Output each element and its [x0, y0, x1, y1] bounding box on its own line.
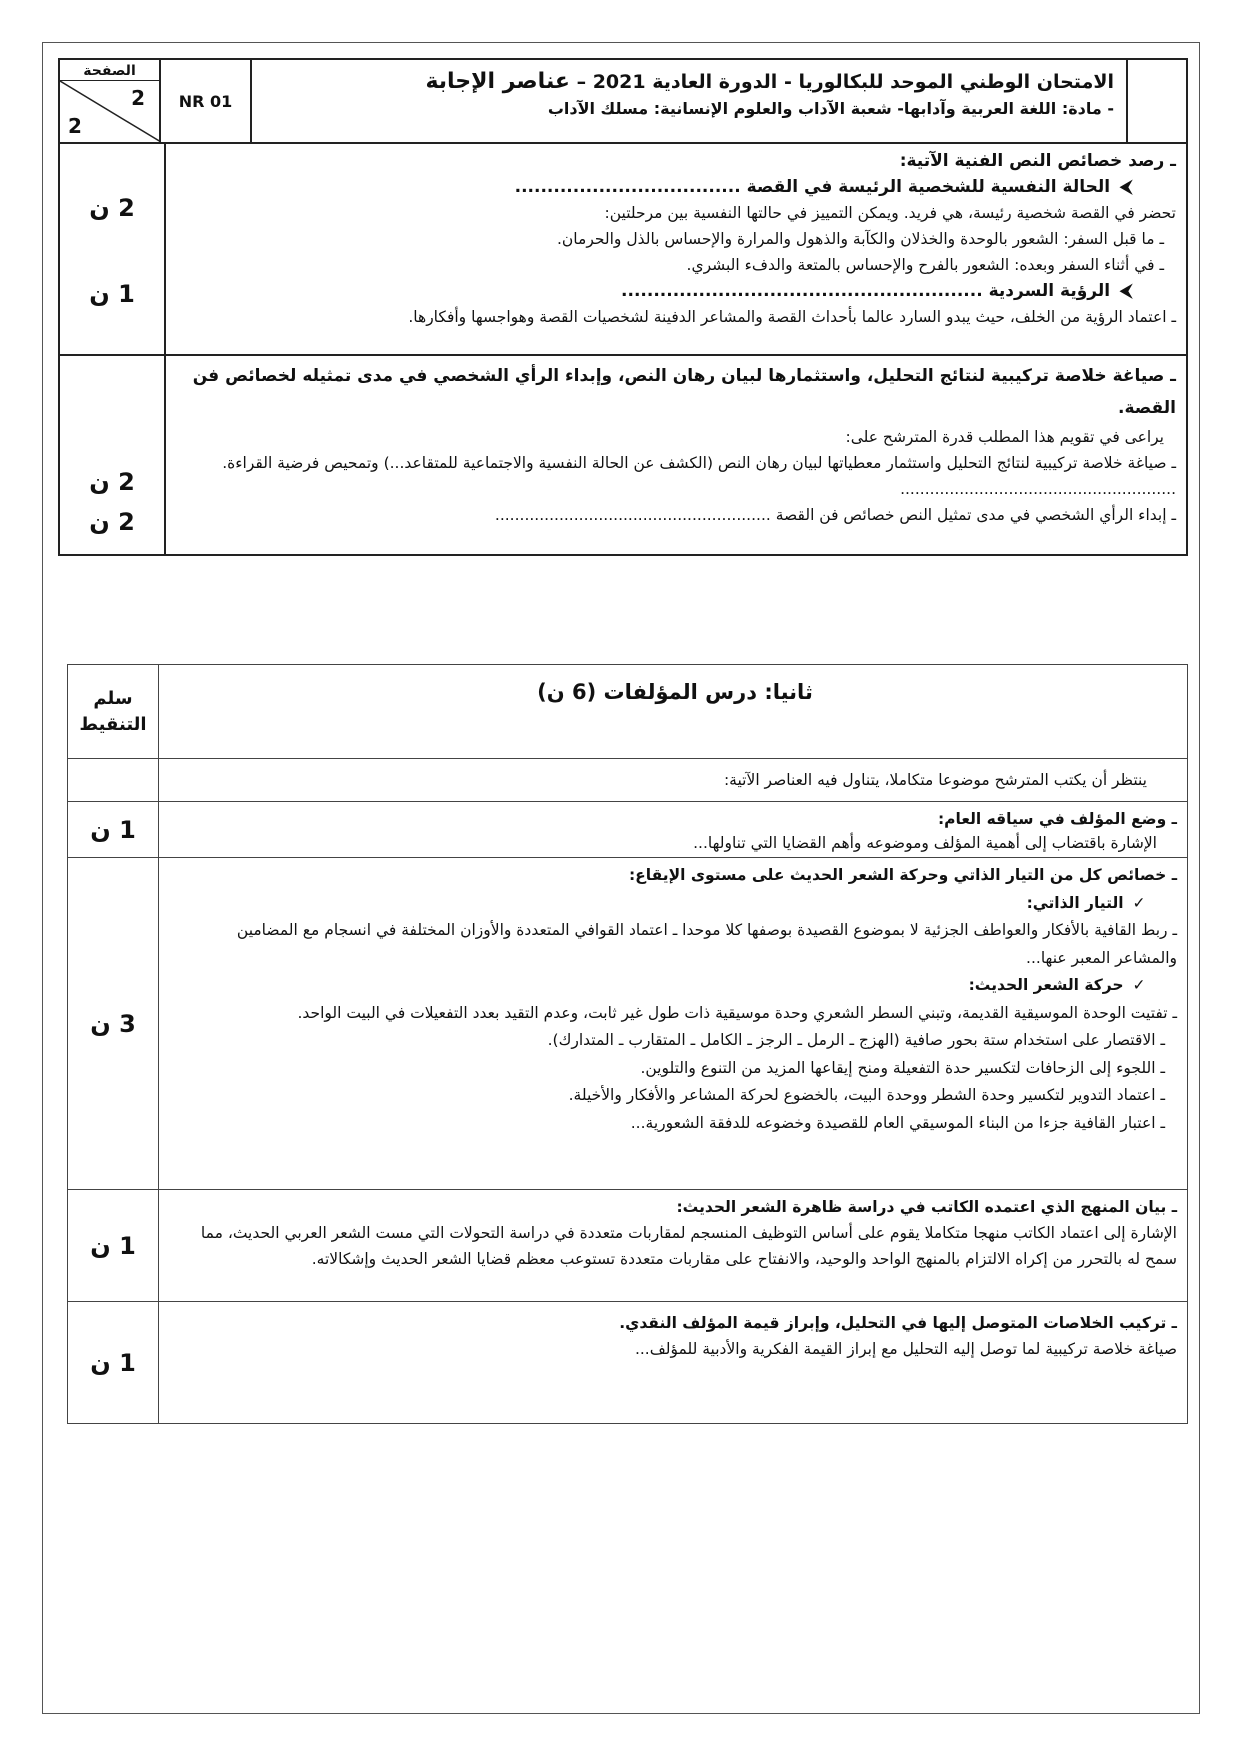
section1-score-1: 2 ن: [89, 194, 135, 222]
section2-score-1: 2 ن: [89, 468, 135, 496]
arrow-bullet-icon: ⮜: [1119, 281, 1133, 301]
page-number: 2: [131, 86, 145, 110]
section1-item2-title: ⮜ الرؤية السردية ........................................................: [180, 278, 1176, 304]
header-subject: - مادة: اللغة العربية وآدابها- شعبة الآداب والعلوم الإنسانية: مسلك الآداب: [547, 99, 1114, 118]
page-label: الصفحة: [60, 62, 159, 81]
table2-row4-text: صياغة خلاصة تركيبية لما توصل إليه التحليل مع إبراز القيمة الفكرية والأدبية للمؤلف...: [634, 1340, 1177, 1358]
table2-row2-line-3: ـ اللجوء إلى الزحافات لتكسير حدة التفعيلة ومنح إيقاعها المزيد من التنوع والتلوين.: [640, 1058, 1165, 1077]
table2-row4-content: [159, 1302, 1187, 1423]
table2-row1-content: [159, 802, 1187, 857]
exam-header: [58, 58, 1188, 144]
scale-header: سلم التنقيط: [79, 687, 147, 735]
table2-row3-text: الإشارة إلى اعتماد الكاتب منهجا متكاملا يقوم على أساس التوظيف المنسجم لمقاربات متعددة في دراسة التحولات التي مست الشعر العربي الحديث، مما سمح له بالتحرر من إكراه الالتزام بالمنهج الواحد والوحيد، والانفتاح على مقاربات متعددة تستوعب معظم قضايا الشعر الحديث وإشكالاته.: [200, 1224, 1177, 1268]
table2-row2-sub2: ✓ حركة الشعر الحديث:: [173, 972, 1177, 1000]
section2-content: [166, 356, 1186, 554]
section2-note: يراعى في تقويم هذا المطلب قدرة المترشح على:: [845, 428, 1164, 446]
section1-item2-text: ـ اعتماد الرؤية من الخلف، حيث يبدو السارد عالما بأحداث القصة والمشاعر الدفينة لشخصيات القصة وهواجسها وأفكارها.: [408, 308, 1176, 326]
section2-heading: ـ صياغة خلاصة تركيبية لنتائج التحليل، واستثمارها لبيان رهان النص، وإبداء الرأي الشخصي في مدى تمثيله لخصائص فن القصة.: [192, 366, 1176, 418]
table2-row2-sub1-text: ـ ربط القافية بالأفكار والعواطف الجزئية لا بموضوع القصيدة بوصفها كلا موحدا ـ اعتماد القوافي المتعددة والأوزان المختلفة في انسجام مع المضامين والمشاعر المعبر عنها...: [236, 921, 1177, 967]
header-title-block: [252, 60, 1128, 142]
section2-row: [58, 356, 1188, 556]
section2-score: [60, 356, 166, 554]
header-title-prefix: الامتحان الوطني الموحد للبكالوريا - الدورة العادية 2021 –: [576, 71, 1114, 93]
section1-heading: ـ رصد خصائص النص الفنية الآتية:: [899, 151, 1176, 171]
table2-intro: ينتظر أن يكتب المترشح موضوعا متكاملا، يتناول فيه العناصر الآتية:: [723, 771, 1147, 789]
check-icon: ✓: [1132, 893, 1146, 912]
table2-row1-heading: ـ وضع المؤلف في سياقه العام:: [937, 810, 1177, 828]
section1-item1-b: ـ في أثناء السفر وبعده: الشعور بالفرح والإحساس بالمتعة والدفء البشري.: [686, 256, 1164, 274]
table2-row1-text: الإشارة باقتضاب إلى أهمية المؤلف وموضوعه وأهم القضايا التي تناولها...: [693, 834, 1157, 852]
table2-row2-sub1: ✓ التيار الذاتي:: [173, 890, 1177, 918]
section2-score-2: 2 ن: [89, 508, 135, 536]
section1-score: [60, 144, 166, 354]
table2-row2-heading: ـ خصائص كل من التيار الذاتي وحركة الشعر الحديث على مستوى الإيقاع:: [628, 866, 1177, 884]
section1-item1-intro: تحضر في القصة شخصية رئيسة، هي فريد. ويمكن التمييز في حالتها النفسية بين مرحلتين:: [604, 204, 1176, 222]
section1-content: [166, 144, 1186, 354]
table2-intro-score: [68, 759, 159, 801]
exam-code: NR 01: [161, 60, 252, 142]
section1-score-2: 1 ن: [89, 280, 135, 308]
table2-row3-score: 1 ن: [68, 1190, 159, 1301]
table2-row-4: [67, 1302, 1188, 1424]
table2-row1-score: 1 ن: [68, 802, 159, 857]
table2-title-cell: [159, 665, 1187, 758]
header-title-main: عناصر الإجابة: [425, 69, 570, 94]
scale-header-cell: [68, 665, 159, 758]
table2-row2-score: 3 ن: [68, 858, 159, 1189]
section1-item1-a: ـ ما قبل السفر: الشعور بالوحدة والخذلان والكآبة والذهول والمرارة والإحساس بالذل والحرمان.: [557, 230, 1164, 248]
section2-line2: ـ إبداء الرأي الشخصي في مدى تمثيل النص خصائص فن القصة ........................................................: [494, 506, 1176, 524]
table2-row-3: [67, 1190, 1188, 1302]
table2-intro-row: [67, 759, 1188, 802]
table2-row4-heading: ـ تركيب الخلاصات المتوصل إليها في التحليل، وإبراز قيمة المؤلف النقدي.: [619, 1314, 1177, 1332]
page-total: 2: [68, 114, 82, 138]
section2-line1: ـ صياغة خلاصة تركيبية لنتائج التحليل واستثمار معطياتها لبيان رهان النص (الكشف عن الحالة النفسية والاجتماعية للمتقاعد...) وتمحيص فرضية القراءة. ........................................................: [222, 454, 1176, 498]
table2-row4-score: 1 ن: [68, 1302, 159, 1423]
section1-row: [58, 144, 1188, 356]
table2-row2-line-4: ـ اعتماد التدوير لتكسير وحدة الشطر ووحدة البيت، بالخضوع لحركة المشاعر والأفكار والأخيلة.: [568, 1086, 1165, 1104]
header-empty-cell: [1128, 60, 1186, 142]
section1-item1-title: ⮜ الحالة النفسية للشخصية الرئيسة في القصة ...................................: [180, 174, 1176, 200]
table2-row2-line-2: ـ الاقتصار على استخدام ستة بحور صافية (الهزج ـ الرمل ـ الرجز ـ الكامل ـ المتقارب ـ المتدارك).: [547, 1031, 1165, 1049]
table2-row3-content: [159, 1190, 1187, 1301]
table2-header-row: [67, 664, 1188, 759]
table2-row-1: [67, 802, 1188, 858]
table2-row2-content: [159, 858, 1187, 1189]
table2-row2-line-5: ـ اعتبار القافية جزءا من البناء الموسيقي العام للقصيدة وخضوعه للدفقة الشعورية...: [630, 1113, 1165, 1132]
check-icon: ✓: [1132, 976, 1146, 994]
page-number-box: [60, 60, 161, 142]
table2-row3-heading: ـ بيان المنهج الذي اعتمده الكاتب في دراسة ظاهرة الشعر الحديث:: [676, 1198, 1177, 1216]
arrow-bullet-icon: ⮜: [1119, 177, 1133, 197]
table2-row2-line-1: ـ تفتيت الوحدة الموسيقية القديمة، وتبني السطر الشعري وحدة موسيقية ذات طول غير ثابت، وعدم التقيد بعدد التفعيلات في البيت الواحد.: [297, 1003, 1177, 1022]
table2-title: ثانيا: درس المؤلفات (6 ن): [537, 680, 813, 704]
table2-row-2: [67, 858, 1188, 1190]
